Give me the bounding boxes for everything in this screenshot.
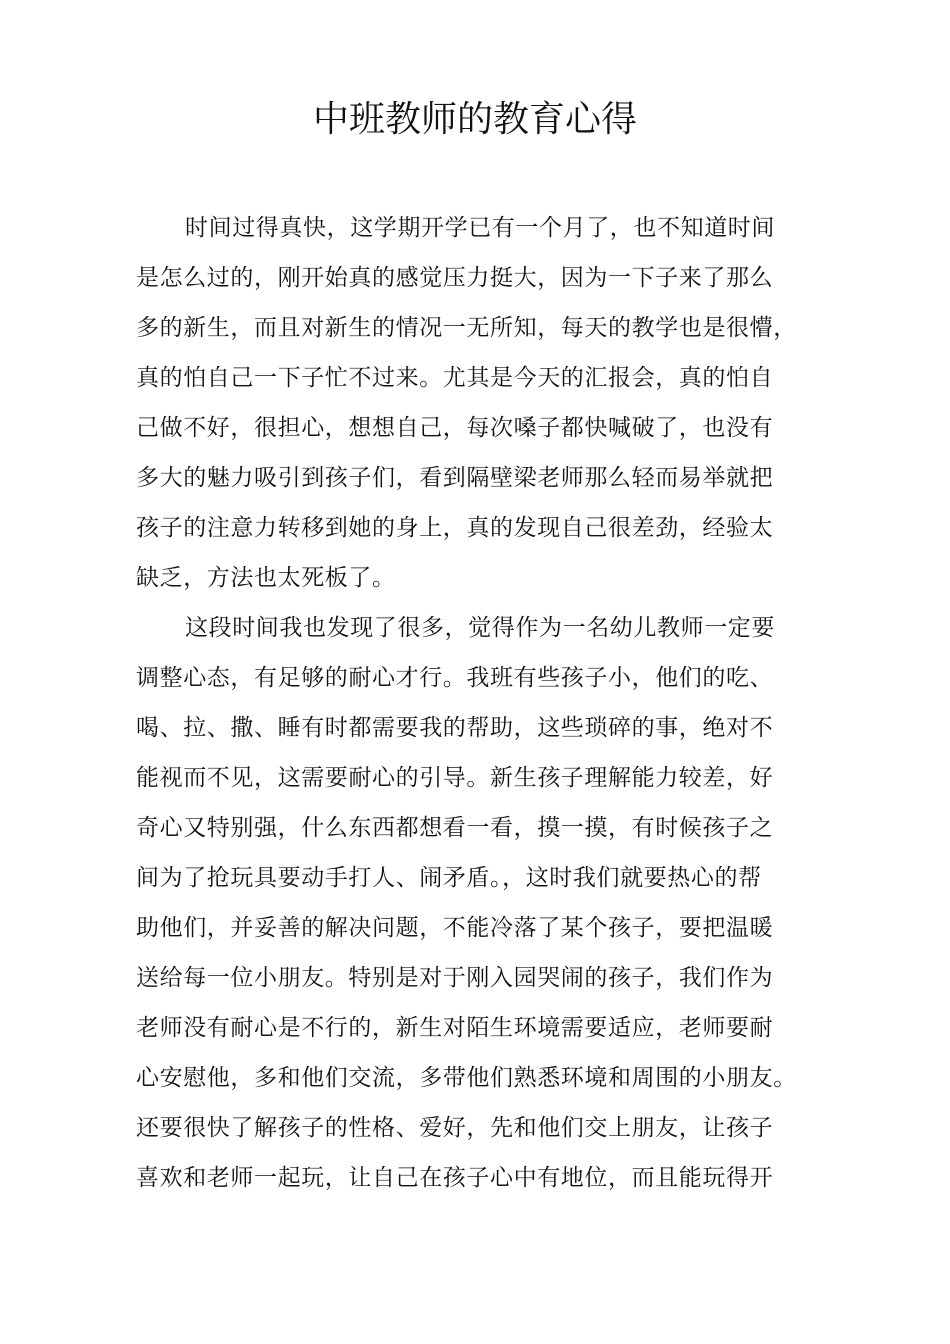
paragraph-2-line: 喜欢和老师一起玩，让自己在孩子心中有地位，而且能玩得开 (136, 1165, 774, 1191)
paragraph-2-line: 能视而不见，这需要耐心的引导。新生孩子理解能力较差，好 (136, 765, 774, 791)
paragraph-2-line: 间为了抢玩具要动手打人、闹矛盾。，这时我们就要热心的帮 (136, 865, 762, 891)
paragraph-2-line: 心安慰他，多和他们交流，多带他们熟悉环境和周围的小朋友。 (136, 1065, 797, 1091)
paragraph-1-line: 孩子的注意力转移到她的身上，真的发现自己很差劲，经验太 (136, 515, 774, 541)
document-title: 中班教师的教育心得 (312, 99, 637, 140)
paragraph-1-line: 己做不好，很担心，想想自己，每次嗓子都快喊破了，也没有 (136, 415, 774, 441)
paragraph-1-line: 缺乏，方法也太死板了。 (136, 565, 396, 591)
paragraph-2-line: 助他们，并妥善的解决问题，不能冷落了某个孩子，要把温暖 (136, 915, 774, 941)
paragraph-1-line: 多大的魅力吸引到孩子们，看到隔壁梁老师那么轻而易举就把 (136, 465, 774, 491)
paragraph-2-line: 老师没有耐心是不行的，新生对陌生环境需要适应，老师要耐 (136, 1015, 774, 1041)
paragraph-2-line: 奇心又特别强，什么东西都想看一看，摸一摸，有时候孩子之 (136, 815, 774, 841)
paragraph-2-line: 这段时间我也发现了很多，觉得作为一名幼儿教师一定要 (185, 615, 775, 641)
paragraph-2-line: 喝、拉、撒、睡有时都需要我的帮助，这些琐碎的事，绝对不 (136, 715, 774, 741)
document-body (136, 203, 848, 1203)
paragraph-2-line: 调整心态，有足够的耐心才行。我班有些孩子小，他们的吃、 (136, 665, 774, 691)
paragraph-1-line: 真的怕自己一下子忙不过来。尤其是今天的汇报会，真的怕自 (136, 365, 774, 391)
paragraph-1-line: 是怎么过的，刚开始真的感觉压力挺大，因为一下子来了那么 (136, 265, 774, 291)
paragraph-1-line: 时间过得真快，这学期开学已有一个月了，也不知道时间 (185, 215, 775, 241)
paragraph-2-line: 还要很快了解孩子的性格、爱好，先和他们交上朋友，让孩子 (136, 1115, 774, 1141)
paragraph-2-line: 送给每一位小朋友。特别是对于刚入园哭闹的孩子，我们作为 (136, 965, 774, 991)
paragraph-1-line: 多的新生，而且对新生的情况一无所知，每天的教学也是很懵， (136, 315, 797, 341)
